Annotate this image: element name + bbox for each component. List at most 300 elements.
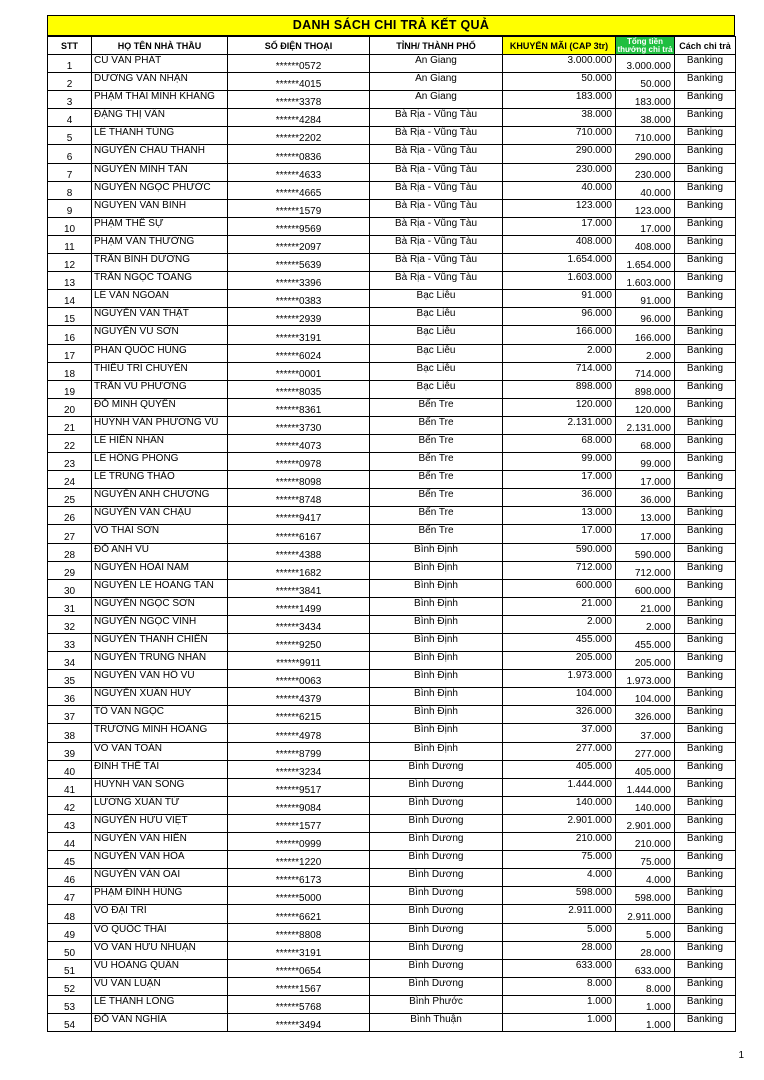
cell-city: Bình Định bbox=[370, 688, 503, 706]
cell-city: Bà Rịa - Vũng Tàu bbox=[370, 217, 503, 235]
cell-phone: ******3396 bbox=[228, 272, 370, 290]
cell-name: PHAN QUỐC HÙNG bbox=[92, 344, 228, 362]
cell-stt: 40 bbox=[48, 760, 92, 778]
cell-phone: ******6173 bbox=[228, 869, 370, 887]
cell-total: 96.000 bbox=[616, 308, 675, 326]
cell-name: NGUYỄN MINH TÂN bbox=[92, 163, 228, 181]
cell-total: 13.000 bbox=[616, 507, 675, 525]
cell-total: 633.000 bbox=[616, 959, 675, 977]
cell-stt: 44 bbox=[48, 833, 92, 851]
cell-stt: 30 bbox=[48, 579, 92, 597]
cell-stt: 18 bbox=[48, 362, 92, 380]
cell-promo: 183.000 bbox=[503, 91, 616, 109]
cell-method: Banking bbox=[675, 507, 736, 525]
cell-name: LÊ THANH TÙNG bbox=[92, 127, 228, 145]
cell-phone: ******9911 bbox=[228, 652, 370, 670]
cell-phone: ******4073 bbox=[228, 434, 370, 452]
cell-stt: 3 bbox=[48, 91, 92, 109]
cell-name: LÊ THÀNH LONG bbox=[92, 995, 228, 1013]
cell-name: NGUYỄN NGỌC VINH bbox=[92, 615, 228, 633]
table-row bbox=[48, 308, 736, 326]
table-row bbox=[48, 905, 736, 923]
cell-method: Banking bbox=[675, 724, 736, 742]
cell-total: 120.000 bbox=[616, 398, 675, 416]
cell-city: Bà Rịa - Vũng Tàu bbox=[370, 163, 503, 181]
cell-phone: ******8799 bbox=[228, 742, 370, 760]
cell-city: Bình Dương bbox=[370, 796, 503, 814]
cell-name: PHẠM ĐÌNH HÙNG bbox=[92, 887, 228, 905]
cell-phone: ******3434 bbox=[228, 615, 370, 633]
cell-name: VŨ HOÀNG QUÂN bbox=[92, 959, 228, 977]
cell-phone: ******3378 bbox=[228, 91, 370, 109]
cell-city: Bình Định bbox=[370, 742, 503, 760]
table-row bbox=[48, 145, 736, 163]
cell-stt: 20 bbox=[48, 398, 92, 416]
cell-phone: ******3234 bbox=[228, 760, 370, 778]
cell-city: Bình Dương bbox=[370, 833, 503, 851]
cell-promo: 1.603.000 bbox=[503, 272, 616, 290]
table-row bbox=[48, 398, 736, 416]
cell-phone: ******3191 bbox=[228, 941, 370, 959]
cell-method: Banking bbox=[675, 91, 736, 109]
table-row bbox=[48, 380, 736, 398]
cell-name: CÙ VĂN PHÁT bbox=[92, 55, 228, 73]
cell-phone: ******1220 bbox=[228, 851, 370, 869]
cell-name: NGUYỄN NGỌC SƠN bbox=[92, 597, 228, 615]
cell-method: Banking bbox=[675, 833, 736, 851]
cell-stt: 31 bbox=[48, 597, 92, 615]
cell-promo: 1.444.000 bbox=[503, 778, 616, 796]
cell-stt: 19 bbox=[48, 380, 92, 398]
cell-city: Bà Rịa - Vũng Tàu bbox=[370, 235, 503, 253]
cell-stt: 13 bbox=[48, 272, 92, 290]
cell-method: Banking bbox=[675, 615, 736, 633]
cell-method: Banking bbox=[675, 308, 736, 326]
table-row bbox=[48, 634, 736, 652]
cell-name: HUYNH VAN SONG bbox=[92, 778, 228, 796]
cell-phone: ******8035 bbox=[228, 380, 370, 398]
cell-phone: ******8808 bbox=[228, 923, 370, 941]
cell-total: 277.000 bbox=[616, 742, 675, 760]
table-row bbox=[48, 814, 736, 832]
cell-total: 4.000 bbox=[616, 869, 675, 887]
cell-city: Bà Rịa - Vũng Tàu bbox=[370, 109, 503, 127]
cell-city: Bình Định bbox=[370, 597, 503, 615]
table-row bbox=[48, 73, 736, 91]
table-row bbox=[48, 851, 736, 869]
cell-total: 290.000 bbox=[616, 145, 675, 163]
table-row bbox=[48, 362, 736, 380]
header-promo: KHUYẾN MÃI (CAP 3tr) bbox=[503, 37, 616, 55]
cell-method: Banking bbox=[675, 995, 736, 1013]
cell-city: Bạc Liêu bbox=[370, 344, 503, 362]
table-row bbox=[48, 670, 736, 688]
cell-name: NGUYỄN CHÂU THÀNH bbox=[92, 145, 228, 163]
cell-name: TRƯƠNG MINH HOÀNG bbox=[92, 724, 228, 742]
cell-total: 455.000 bbox=[616, 634, 675, 652]
cell-stt: 15 bbox=[48, 308, 92, 326]
cell-city: Bình Định bbox=[370, 579, 503, 597]
cell-promo: 2.000 bbox=[503, 615, 616, 633]
cell-promo: 898.000 bbox=[503, 380, 616, 398]
cell-city: Bến Tre bbox=[370, 507, 503, 525]
cell-method: Banking bbox=[675, 579, 736, 597]
cell-method: Banking bbox=[675, 905, 736, 923]
cell-total: 17.000 bbox=[616, 525, 675, 543]
cell-phone: ******4015 bbox=[228, 73, 370, 91]
cell-promo: 408.000 bbox=[503, 235, 616, 253]
cell-city: Bạc Liêu bbox=[370, 362, 503, 380]
table-row bbox=[48, 796, 736, 814]
cell-city: Bạc Liêu bbox=[370, 326, 503, 344]
cell-stt: 2 bbox=[48, 73, 92, 91]
cell-total: 17.000 bbox=[616, 217, 675, 235]
cell-phone: ******5639 bbox=[228, 254, 370, 272]
cell-promo: 230.000 bbox=[503, 163, 616, 181]
cell-city: Bình Dương bbox=[370, 851, 503, 869]
cell-promo: 8.000 bbox=[503, 977, 616, 995]
table-row bbox=[48, 652, 736, 670]
cell-name: TRẦN NGỌC TOÀNG bbox=[92, 272, 228, 290]
table-row bbox=[48, 217, 736, 235]
cell-name: ĐỖ ANH VŨ bbox=[92, 543, 228, 561]
table-row bbox=[48, 127, 736, 145]
cell-promo: 277.000 bbox=[503, 742, 616, 760]
cell-name: NGUYỄN XUÂN HUY bbox=[92, 688, 228, 706]
cell-phone: ******3730 bbox=[228, 416, 370, 434]
cell-promo: 4.000 bbox=[503, 869, 616, 887]
cell-method: Banking bbox=[675, 199, 736, 217]
cell-phone: ******0836 bbox=[228, 145, 370, 163]
cell-name: PHẠM THÁI MINH KHANG bbox=[92, 91, 228, 109]
cell-total: 2.131.000 bbox=[616, 416, 675, 434]
table-row bbox=[48, 344, 736, 362]
cell-name: HUỲNH VĂN PHƯƠNG VŨ bbox=[92, 416, 228, 434]
cell-stt: 8 bbox=[48, 181, 92, 199]
cell-phone: ******4284 bbox=[228, 109, 370, 127]
table-row bbox=[48, 109, 736, 127]
cell-city: An Giang bbox=[370, 91, 503, 109]
cell-promo: 40.000 bbox=[503, 181, 616, 199]
cell-name: LÊ VĂN NGOAN bbox=[92, 290, 228, 308]
cell-promo: 96.000 bbox=[503, 308, 616, 326]
cell-name: ĐỖ VĂN NGHĨA bbox=[92, 1013, 228, 1031]
cell-phone: ******2097 bbox=[228, 235, 370, 253]
table-row bbox=[48, 55, 736, 73]
cell-city: Bình Dương bbox=[370, 941, 503, 959]
cell-stt: 1 bbox=[48, 55, 92, 73]
cell-city: Bà Rịa - Vũng Tàu bbox=[370, 181, 503, 199]
cell-phone: ******4665 bbox=[228, 181, 370, 199]
table-row bbox=[48, 688, 736, 706]
cell-total: 123.000 bbox=[616, 199, 675, 217]
cell-name: ĐỖ MINH QUYỀN bbox=[92, 398, 228, 416]
cell-method: Banking bbox=[675, 471, 736, 489]
cell-name: NGUYỄN VŨ SƠN bbox=[92, 326, 228, 344]
cell-method: Banking bbox=[675, 760, 736, 778]
cell-phone: ******2202 bbox=[228, 127, 370, 145]
cell-stt: 4 bbox=[48, 109, 92, 127]
cell-name: VÕ VĂN TOẢN bbox=[92, 742, 228, 760]
header-stt: STT bbox=[48, 37, 92, 55]
cell-city: Bình Dương bbox=[370, 814, 503, 832]
cell-method: Banking bbox=[675, 55, 736, 73]
cell-promo: 104.000 bbox=[503, 688, 616, 706]
table-row bbox=[48, 995, 736, 1013]
cell-promo: 2.901.000 bbox=[503, 814, 616, 832]
cell-method: Banking bbox=[675, 814, 736, 832]
cell-stt: 29 bbox=[48, 561, 92, 579]
cell-city: Bà Rịa - Vũng Tàu bbox=[370, 254, 503, 272]
cell-total: 2.000 bbox=[616, 344, 675, 362]
cell-phone: ******9250 bbox=[228, 634, 370, 652]
cell-total: 230.000 bbox=[616, 163, 675, 181]
cell-phone: ******9517 bbox=[228, 778, 370, 796]
cell-method: Banking bbox=[675, 778, 736, 796]
cell-stt: 7 bbox=[48, 163, 92, 181]
cell-name: NGUYỄN VĂN HÒA bbox=[92, 851, 228, 869]
cell-phone: ******0999 bbox=[228, 833, 370, 851]
cell-total: 205.000 bbox=[616, 652, 675, 670]
cell-name: NGUYỄN VĂN THẬT bbox=[92, 308, 228, 326]
cell-name: NGUYỄN THANH CHIẾN bbox=[92, 634, 228, 652]
cell-total: 3.000.000 bbox=[616, 55, 675, 73]
cell-total: 8.000 bbox=[616, 977, 675, 995]
cell-total: 5.000 bbox=[616, 923, 675, 941]
cell-total: 1.000 bbox=[616, 995, 675, 1013]
cell-promo: 405.000 bbox=[503, 760, 616, 778]
cell-total: 714.000 bbox=[616, 362, 675, 380]
cell-city: Bình Dương bbox=[370, 905, 503, 923]
cell-stt: 43 bbox=[48, 814, 92, 832]
cell-method: Banking bbox=[675, 344, 736, 362]
cell-stt: 26 bbox=[48, 507, 92, 525]
table-row bbox=[48, 543, 736, 561]
cell-stt: 25 bbox=[48, 489, 92, 507]
cell-total: 210.000 bbox=[616, 833, 675, 851]
cell-stt: 52 bbox=[48, 977, 92, 995]
cell-name: VÕ THÁI SƠN bbox=[92, 525, 228, 543]
cell-method: Banking bbox=[675, 73, 736, 91]
table-row bbox=[48, 869, 736, 887]
cell-total: 898.000 bbox=[616, 380, 675, 398]
cell-method: Banking bbox=[675, 887, 736, 905]
cell-total: 2.000 bbox=[616, 615, 675, 633]
table-row bbox=[48, 597, 736, 615]
cell-name: LÊ TRUNG THẢO bbox=[92, 471, 228, 489]
cell-method: Banking bbox=[675, 127, 736, 145]
cell-phone: ******4379 bbox=[228, 688, 370, 706]
cell-total: 1.603.000 bbox=[616, 272, 675, 290]
cell-method: Banking bbox=[675, 977, 736, 995]
table-row bbox=[48, 941, 736, 959]
cell-total: 99.000 bbox=[616, 453, 675, 471]
payout-table bbox=[47, 36, 736, 1032]
cell-name: ĐẶNG THỊ VÂN bbox=[92, 109, 228, 127]
cell-city: Bình Định bbox=[370, 670, 503, 688]
cell-stt: 11 bbox=[48, 235, 92, 253]
cell-name: NGUYỄN VĂN HỒ VŨ bbox=[92, 670, 228, 688]
cell-method: Banking bbox=[675, 362, 736, 380]
cell-method: Banking bbox=[675, 525, 736, 543]
cell-city: Bạc Liêu bbox=[370, 290, 503, 308]
table-row bbox=[48, 416, 736, 434]
table-row bbox=[48, 272, 736, 290]
table-row bbox=[48, 561, 736, 579]
table-row bbox=[48, 1013, 736, 1031]
cell-name: TRẦN VŨ PHƯƠNG bbox=[92, 380, 228, 398]
cell-stt: 32 bbox=[48, 615, 92, 633]
cell-stt: 49 bbox=[48, 923, 92, 941]
table-row bbox=[48, 833, 736, 851]
cell-total: 590.000 bbox=[616, 543, 675, 561]
cell-phone: ******1682 bbox=[228, 561, 370, 579]
cell-stt: 51 bbox=[48, 959, 92, 977]
cell-promo: 21.000 bbox=[503, 597, 616, 615]
cell-promo: 590.000 bbox=[503, 543, 616, 561]
cell-promo: 5.000 bbox=[503, 923, 616, 941]
cell-promo: 3.000.000 bbox=[503, 55, 616, 73]
cell-phone: ******6215 bbox=[228, 706, 370, 724]
cell-phone: ******5768 bbox=[228, 995, 370, 1013]
cell-phone: ******1579 bbox=[228, 199, 370, 217]
table-row bbox=[48, 453, 736, 471]
cell-stt: 21 bbox=[48, 416, 92, 434]
cell-stt: 17 bbox=[48, 344, 92, 362]
table-row bbox=[48, 959, 736, 977]
table-row bbox=[48, 254, 736, 272]
cell-stt: 24 bbox=[48, 471, 92, 489]
cell-promo: 1.000 bbox=[503, 1013, 616, 1031]
cell-city: Bình Thuận bbox=[370, 1013, 503, 1031]
cell-city: Bình Dương bbox=[370, 778, 503, 796]
header-city: TỈNH/ THÀNH PHỐ bbox=[370, 37, 503, 55]
cell-total: 598.000 bbox=[616, 887, 675, 905]
cell-promo: 38.000 bbox=[503, 109, 616, 127]
cell-stt: 33 bbox=[48, 634, 92, 652]
cell-promo: 1.654.000 bbox=[503, 254, 616, 272]
table-row bbox=[48, 91, 736, 109]
cell-city: Bạc Liêu bbox=[370, 380, 503, 398]
cell-city: Bình Dương bbox=[370, 923, 503, 941]
cell-name: NGUYỄN HỮU VIỆT bbox=[92, 814, 228, 832]
cell-name: ĐINH THẾ TÀI bbox=[92, 760, 228, 778]
cell-total: 38.000 bbox=[616, 109, 675, 127]
cell-promo: 210.000 bbox=[503, 833, 616, 851]
cell-total: 75.000 bbox=[616, 851, 675, 869]
cell-city: Bến Tre bbox=[370, 471, 503, 489]
cell-phone: ******0654 bbox=[228, 959, 370, 977]
cell-stt: 27 bbox=[48, 525, 92, 543]
cell-city: Bình Dương bbox=[370, 887, 503, 905]
cell-name: LÊ HỒNG PHONG bbox=[92, 453, 228, 471]
table-row bbox=[48, 326, 736, 344]
table-row bbox=[48, 923, 736, 941]
cell-method: Banking bbox=[675, 380, 736, 398]
cell-name: VÕ QUỐC THÁI bbox=[92, 923, 228, 941]
cell-city: Bà Rịa - Vũng Tàu bbox=[370, 272, 503, 290]
cell-stt: 6 bbox=[48, 145, 92, 163]
cell-phone: ******9084 bbox=[228, 796, 370, 814]
cell-city: Bà Rịa - Vũng Tàu bbox=[370, 145, 503, 163]
cell-method: Banking bbox=[675, 742, 736, 760]
cell-phone: ******1577 bbox=[228, 814, 370, 832]
cell-stt: 42 bbox=[48, 796, 92, 814]
cell-promo: 633.000 bbox=[503, 959, 616, 977]
cell-phone: ******6167 bbox=[228, 525, 370, 543]
cell-phone: ******0978 bbox=[228, 453, 370, 471]
cell-total: 166.000 bbox=[616, 326, 675, 344]
cell-total: 36.000 bbox=[616, 489, 675, 507]
cell-phone: ******4978 bbox=[228, 724, 370, 742]
cell-method: Banking bbox=[675, 416, 736, 434]
cell-phone: ******9417 bbox=[228, 507, 370, 525]
cell-city: Bà Rịa - Vũng Tàu bbox=[370, 127, 503, 145]
cell-method: Banking bbox=[675, 217, 736, 235]
cell-promo: 75.000 bbox=[503, 851, 616, 869]
cell-name: THIỀU TRÍ CHUYỂN bbox=[92, 362, 228, 380]
cell-method: Banking bbox=[675, 851, 736, 869]
cell-method: Banking bbox=[675, 290, 736, 308]
cell-city: Bình Dương bbox=[370, 760, 503, 778]
cell-promo: 28.000 bbox=[503, 941, 616, 959]
cell-stt: 46 bbox=[48, 869, 92, 887]
cell-city: An Giang bbox=[370, 55, 503, 73]
table-row bbox=[48, 760, 736, 778]
cell-city: Bến Tre bbox=[370, 416, 503, 434]
cell-method: Banking bbox=[675, 597, 736, 615]
cell-name: NGUYỄN NGỌC PHƯỚC bbox=[92, 181, 228, 199]
cell-phone: ******9569 bbox=[228, 217, 370, 235]
cell-stt: 28 bbox=[48, 543, 92, 561]
cell-promo: 17.000 bbox=[503, 525, 616, 543]
cell-total: 326.000 bbox=[616, 706, 675, 724]
cell-city: Bến Tre bbox=[370, 489, 503, 507]
cell-phone: ******4633 bbox=[228, 163, 370, 181]
cell-city: Bình Định bbox=[370, 615, 503, 633]
cell-stt: 14 bbox=[48, 290, 92, 308]
cell-phone: ******0383 bbox=[228, 290, 370, 308]
cell-method: Banking bbox=[675, 652, 736, 670]
cell-promo: 710.000 bbox=[503, 127, 616, 145]
cell-total: 1.654.000 bbox=[616, 254, 675, 272]
table-row bbox=[48, 290, 736, 308]
cell-promo: 50.000 bbox=[503, 73, 616, 91]
cell-name: NGUYỄN TRUNG NHÂN bbox=[92, 652, 228, 670]
cell-city: Bến Tre bbox=[370, 453, 503, 471]
cell-name: NGUYỄN VĂN HIỀN bbox=[92, 833, 228, 851]
cell-total: 17.000 bbox=[616, 471, 675, 489]
cell-phone: ******3191 bbox=[228, 326, 370, 344]
cell-stt: 37 bbox=[48, 706, 92, 724]
cell-name: NGUYỄN HOÀI NAM bbox=[92, 561, 228, 579]
cell-city: An Giang bbox=[370, 73, 503, 91]
cell-method: Banking bbox=[675, 145, 736, 163]
cell-stt: 38 bbox=[48, 724, 92, 742]
cell-name: PHẠM THẾ SỰ bbox=[92, 217, 228, 235]
cell-name: NGUYEN VAN BINH bbox=[92, 199, 228, 217]
cell-phone: ******6621 bbox=[228, 905, 370, 923]
table-row bbox=[48, 163, 736, 181]
cell-method: Banking bbox=[675, 272, 736, 290]
cell-method: Banking bbox=[675, 254, 736, 272]
cell-phone: ******0001 bbox=[228, 362, 370, 380]
cell-phone: ******8361 bbox=[228, 398, 370, 416]
cell-total: 712.000 bbox=[616, 561, 675, 579]
cell-stt: 53 bbox=[48, 995, 92, 1013]
table-row bbox=[48, 181, 736, 199]
cell-stt: 35 bbox=[48, 670, 92, 688]
